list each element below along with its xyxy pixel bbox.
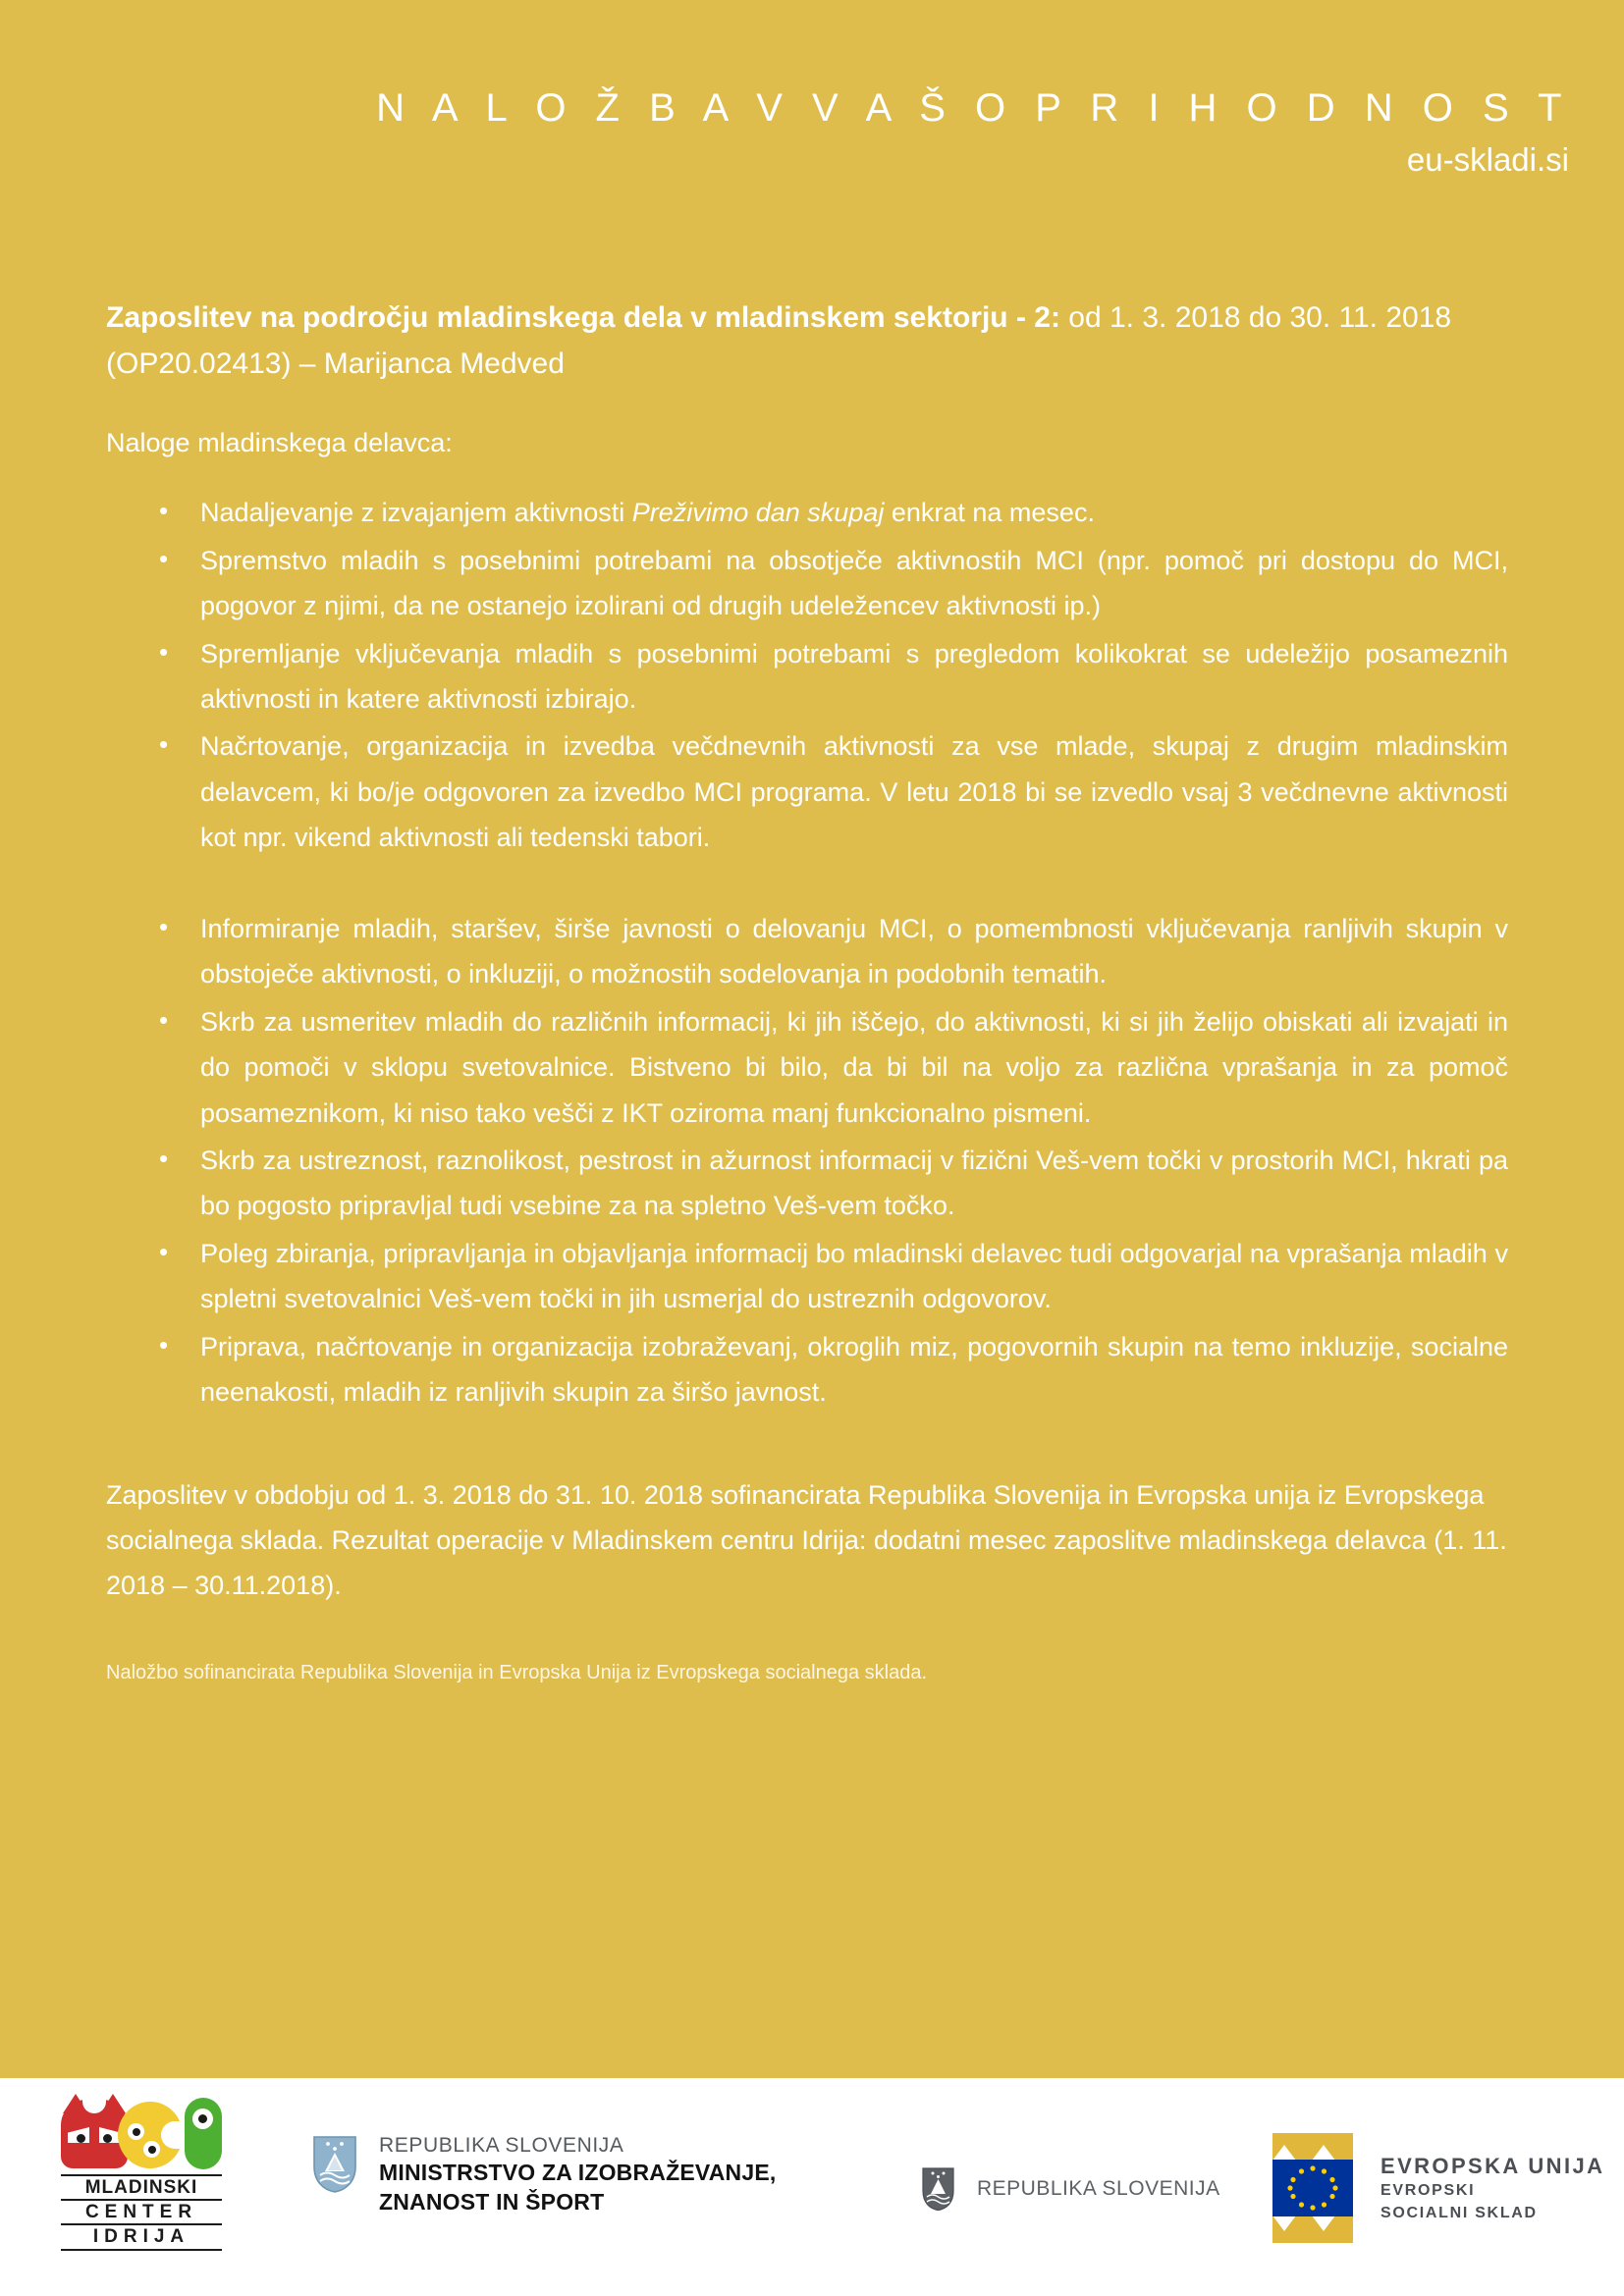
task-text-post: enkrat na mesec.	[884, 498, 1095, 528]
tasks-intro: Naloge mladinskega delavca:	[106, 427, 453, 457]
ministry-line-name-2: ZNANOST IN ŠPORT	[379, 2189, 605, 2216]
rs-label: REPUBLIKA SLOVENIJA	[977, 2177, 1220, 2200]
mci-yellow-creature-icon	[118, 2102, 183, 2168]
task-text-pre: Načrtovanje, organizacija in izvedba večdnevnih aktivnosti za vse mlade, skupaj z drugim mladinskim delavcem, ki bo/je odgovoren za izvedbo MCI programa. V letu 2018 bi se izvedlo vsaj 3 večdnevne aktivnosti kot npr. vikend aktivnosti ali tedenski tabori.	[200, 731, 1508, 853]
task-text-pre: Informiranje mladih, staršev, širše javnosti o delovanju MCI, o pomembnosti vključevanja ranljivih skupin v obstoječe aktivnosti, o inkluziji, o možnostih sodelovanja in podobnih tematih.	[200, 913, 1508, 989]
list-item	[106, 723, 1508, 860]
eu-line-fund-2: SOCIALNI SKLAD	[1380, 2204, 1538, 2221]
logo-footer	[0, 2078, 1624, 2296]
tasks-list	[106, 490, 1508, 1415]
funding-fineprint: Naložbo sofinancirata Republika Slovenija in Evropska Unija iz Evropskega socialnega sklada.	[106, 1661, 928, 1683]
slovenia-coat-of-arms-icon	[312, 2135, 357, 2194]
task-text-pre: Priprava, načrtovanje in organizacija izobraževanj, okroglih miz, pogovornih skupin na temo inkluzije, socialne neenakosti, mladih iz ranljivih skupin za širšo javnost.	[200, 1331, 1508, 1408]
eu-funds-flag-icon	[1267, 2129, 1361, 2247]
mci-line-idrija: IDRIJA	[61, 2223, 222, 2250]
mci-green-creature-icon	[185, 2098, 222, 2169]
task-text-italic: Preživimo dan skupaj	[631, 498, 885, 528]
ministry-line-name-1: MINISTRSTVO ZA IZOBRAŽEVANJE,	[379, 2160, 777, 2186]
mci-line-mladinski: MLADINSKI	[61, 2174, 222, 2201]
list-item	[106, 490, 1508, 535]
list-item	[106, 1324, 1508, 1415]
document-content	[106, 294, 1508, 1687]
mci-line-center: CENTER	[61, 2199, 222, 2225]
task-text-pre: Skrb za ustreznost, raznolikost, pestrost in ažurnost informacij v fizični Veš-vem točki v prostorih MCI, hkrati pa bo pogosto pripravljal tudi vsebine za na spletno Veš-vem točko.	[200, 1145, 1508, 1221]
eu-line-fund-1: EVROPSKI	[1380, 2182, 1476, 2200]
task-text-pre: Nadaljevanje z izvajanjem aktivnosti	[200, 498, 632, 528]
header-website: eu-skladi.si	[1406, 141, 1569, 178]
closing-paragraph: Zaposlitev v obdobju od 1. 3. 2018 do 31. 10. 2018 sofinancirata Republika Slovenija in Evropska unija iz Evropskega socialnega sklada. Rezultat operacije v Mladinskem centru Idrija: dodatni mesec zaposlitve mladinskega delavca (1. 11. 2018 – 30.11.2018).	[106, 1479, 1507, 1601]
eu-line-union: EVROPSKA UNIJA	[1380, 2153, 1605, 2178]
page-title	[106, 294, 1508, 388]
list-item	[106, 906, 1508, 997]
eu-wordmark	[1380, 2152, 1604, 2224]
ministry-line-republic: REPUBLIKA SLOVENIJA	[379, 2134, 624, 2157]
page-title-bold: Zaposlitev na področju mladinskega dela v mladinskem sektorju - 2:	[106, 301, 1060, 334]
list-item	[106, 1138, 1508, 1229]
mci-wordmark	[61, 2174, 222, 2251]
slovenia-coat-of-arms-grey-icon	[921, 2166, 955, 2212]
page-title-rest: od 1. 3. 2018 do 30. 11. 2018 (OP20.02413) – Marijanca Medved	[106, 301, 1452, 381]
mladinski-center-idrija-logo	[61, 2098, 228, 2251]
list-item	[106, 631, 1508, 722]
header-slogan: N A L O Ž B A V V A Š O P R I H O D N O S T	[376, 86, 1571, 130]
task-text-pre: Poleg zbiranja, pripravljanja in objavljanja informacij bo mladinski delavec tudi odgovarjal na vprašanja mladih v spletni svetovalnici Veš-vem točki in jih usmerjal do ustreznih odgovorov.	[200, 1238, 1508, 1314]
task-text-pre: Spremljanje vključevanja mladih s posebnimi potrebami s pregledom kolikokrat se udeležijo posameznih aktivnosti in katere aktivnosti izbirajo.	[200, 638, 1508, 715]
task-text-pre: Skrb za usmeritev mladih do različnih informacij, ki jih iščejo, do aktivnosti, ki si jih želijo obiskati ali izvajati in do pomoči v sklopu svetovalnice. Bistveno bi bilo, da bi bil na voljo za različna vprašanja in za pomoč posameznikom, ki niso tako vešči z IKT oziroma manj funkcionalno pismeni.	[200, 1006, 1508, 1128]
republic-of-slovenia-logo	[921, 2166, 1220, 2212]
eu-funds-header	[0, 86, 1571, 180]
list-item	[106, 1231, 1508, 1322]
task-text-pre: Spremstvo mladih s posebnimi potrebami na obsotječe aktivnostih MCI (npr. pomoč pri dostopu do MCI, pogovor z njimi, da ne ostanejo izolirani od drugih udeležencev aktivnosti ip.)	[200, 545, 1508, 621]
european-union-logo	[1267, 2129, 1604, 2247]
ministry-logo	[312, 2135, 776, 2217]
list-item	[106, 999, 1508, 1136]
list-item	[106, 538, 1508, 629]
mci-mascots-icon	[61, 2098, 222, 2170]
ministry-wordmark	[379, 2133, 776, 2217]
